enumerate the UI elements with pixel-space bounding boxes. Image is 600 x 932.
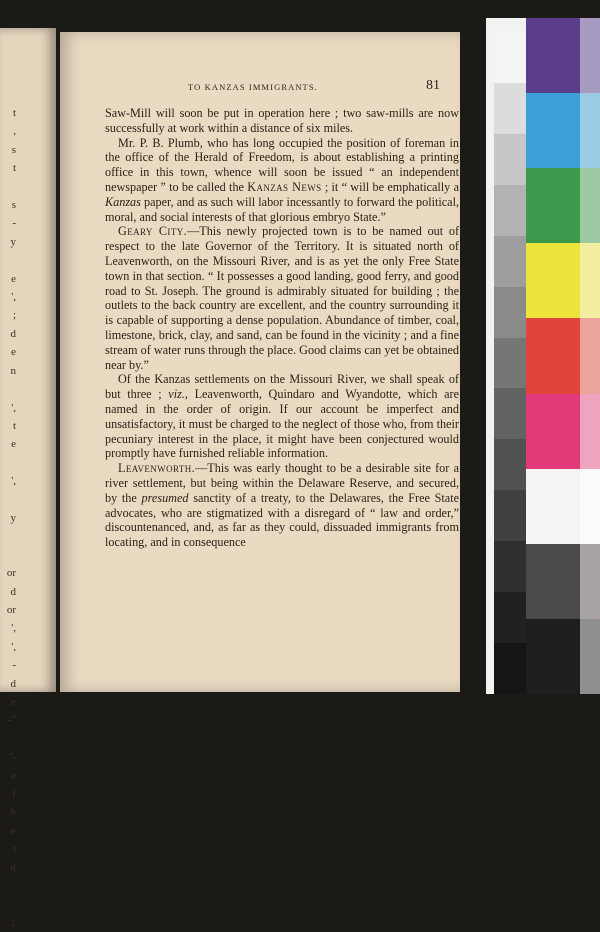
color-swatch-tint xyxy=(580,18,600,93)
paragraph-plumb-start: Mr. P. B. Plumb, who has long occupied the position of foreman in the office of the Herald of Freedom, is about establishing a printing office in this town, whence will soon be issued “ an independent newspaper ” to be called the xyxy=(105,135,459,194)
color-swatch-tint xyxy=(580,168,600,243)
gray-step xyxy=(494,439,526,490)
gray-step xyxy=(494,388,526,439)
color-swatch xyxy=(526,18,580,93)
left-page xyxy=(0,28,56,929)
right-page xyxy=(60,32,460,692)
color-swatch-tint xyxy=(580,318,600,393)
page-number: 81 xyxy=(426,78,440,93)
grayscale-strip xyxy=(494,32,526,694)
leavenworth-heading: Leavenworth. xyxy=(118,461,196,476)
color-swatch xyxy=(526,619,580,694)
color-calibration-chart xyxy=(486,18,600,694)
paragraph-plumb-mid: ; it “ will be emphatically a xyxy=(324,179,459,194)
gray-step xyxy=(494,134,526,185)
gray-step xyxy=(494,643,526,694)
gray-step xyxy=(494,236,526,287)
color-swatch xyxy=(526,243,580,318)
paragraph-plumb xyxy=(105,136,459,225)
gray-step xyxy=(494,592,526,643)
gray-step xyxy=(494,185,526,236)
presumed-italic: presumed xyxy=(141,490,189,505)
color-swatch-tint xyxy=(580,469,600,544)
color-swatch-tint xyxy=(580,93,600,168)
color-swatch xyxy=(526,93,580,168)
gray-step xyxy=(494,32,526,83)
leavenworth-start: —This was early thought to be a desirable site for a river settlement, but being within the Delaware Reserve, and secured, by the xyxy=(105,461,459,505)
paragraph-sawmill: Saw-Mill will soon be put in operation here ; two saw-mills are now successfully at work within a distance of six miles. xyxy=(105,106,459,135)
paragraph-leavenworth xyxy=(105,461,459,550)
geary-city-heading: Geary City. xyxy=(118,224,188,239)
settlements-start: Of the Kanzas settlements on the Missouri River, we shall speak of but three ; xyxy=(105,372,459,402)
paragraph-plumb-end: paper, and as such will labor incessantly to forward the political, moral, and social interests of that glorious embryo State.” xyxy=(105,194,460,224)
color-swatch xyxy=(526,544,580,619)
paragraph-geary-city xyxy=(105,224,459,372)
gray-step xyxy=(494,287,526,338)
gray-step xyxy=(494,490,526,541)
color-swatch xyxy=(526,469,580,544)
settlements-end: , Leavenworth, Quindaro and Wyandotte, which are named in the order of origin. If our account be imperfect and unsatisfactory, it must be charged to the neglect of those who, from their pecuniary interest in the place, it might have been conjectured would promptly have furnished reliable information. xyxy=(105,387,459,461)
color-swatch-tint xyxy=(580,544,600,619)
leavenworth-end: sanctity of a treaty, to the Delawares, the Free State advocates, who are stigmatized with a disregard of “ law and order,” discountenanced, and, as far as they could, dissuaded immigrants from locating, and in consequence xyxy=(105,490,460,550)
geary-city-text: —This newly projected town is to be named out of respect to the late Governor of the Territory. It is situated north of Leavenworth, on the Missouri River, and is as yet the only Free State town in that section. “ It possesses a good landing, good ferry, and good road to St. Joseph. The ground is admirably situated for building ; the outlets to the back country are excellent, and the country surrounding it is capable of supporting a dense population. Abundance of timber, coal, limestone, brick, clay, and sand, can be found in the vicinity ; and a fine stream of water runs through the place. Good claims can yet be obtained near by.” xyxy=(105,224,460,372)
color-swatch xyxy=(526,168,580,243)
viz-italic: viz. xyxy=(168,387,185,402)
paragraph-settlements xyxy=(105,372,459,461)
body-text xyxy=(105,106,459,550)
color-swatch-tint xyxy=(580,394,600,469)
gray-step xyxy=(494,338,526,389)
running-head: TO KANZAS IMMIGRANTS. xyxy=(188,82,318,92)
color-swatch-tint xyxy=(580,243,600,318)
color-swatch-tint xyxy=(580,619,600,694)
gray-step xyxy=(494,541,526,592)
color-swatch xyxy=(526,394,580,469)
kanzas-italic: Kanzas xyxy=(105,194,141,209)
color-swatch xyxy=(526,318,580,393)
gray-step xyxy=(494,83,526,134)
kanzas-news-title: Kanzas News xyxy=(247,179,322,194)
left-page-edge-text: t , s t s - y e ', ; d e n ', t e ', y or d or ', ', - d e -" '- e f h e t d 1 xyxy=(6,107,16,929)
